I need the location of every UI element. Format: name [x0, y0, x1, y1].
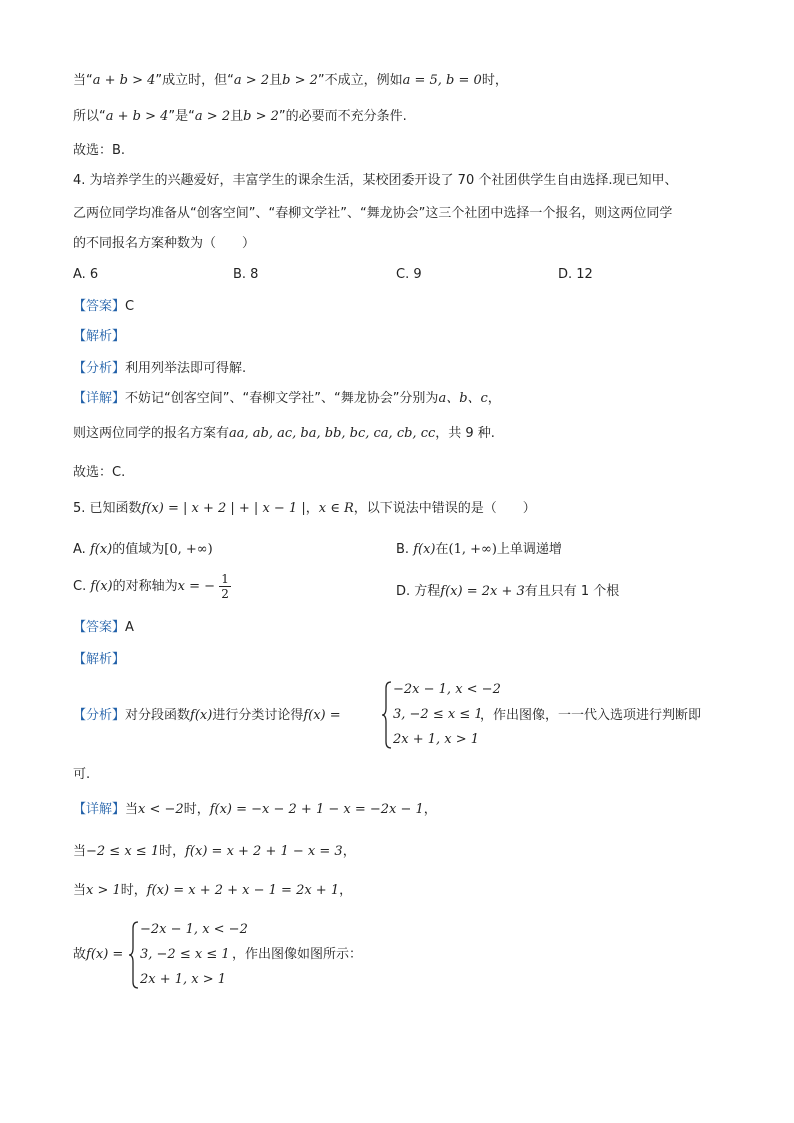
- text-line: 所以“a + b > 4”是“a > 2且b > 2”的必要而不充分条件.: [73, 109, 407, 124]
- question-5-line: 5. 已知函数f(x) = | x + 2 | + | x − 1 |，x ∈ R，以下说法中错误的是（ ）: [73, 501, 536, 516]
- question-4-line: 的不同报名方案种数为（ ）: [73, 236, 256, 251]
- option-c: C. 9: [396, 267, 422, 282]
- detail-line: 当x > 1时，f(x) = x + 2 + x − 1 = 2x + 1，: [73, 883, 353, 898]
- brace-icon: [128, 920, 140, 990]
- answer-line: 【答案】C: [73, 299, 135, 314]
- detail-line: 【详解】当x < −2时，f(x) = −x − 2 + 1 − x = −2x − 1，: [73, 802, 437, 817]
- analysis-line: 【分析】对分段函数f(x)进行分类讨论得f(x) =: [73, 708, 341, 723]
- answer-choice: 故选：C.: [73, 465, 126, 480]
- question-4-line: 4. 为培养学生的兴趣爱好，丰富学生的课余生活，某校团委开设了 70 个社团供学生自由选择.现已知甲、: [73, 173, 678, 188]
- answer-choice: 故选：B.: [73, 143, 126, 158]
- text-line: 当“a + b > 4”成立时，但“a > 2且b > 2”不成立，例如a = 5, b = 0时，: [73, 73, 508, 88]
- detail-line: 故f(x) =: [73, 947, 124, 962]
- detail-line: 【详解】不妨记“创客空间”、“春柳文学社”、“舞龙协会”分别为a、b、c，: [73, 391, 501, 406]
- answer-line: 【答案】A: [73, 620, 134, 635]
- detail-line: ，作出图像如图所示：: [232, 947, 363, 962]
- piecewise-cases: −2x − 1, x < −2 3, −2 ≤ x ≤ 1 2x + 1, x > 1: [140, 922, 248, 987]
- brace-icon: [381, 680, 393, 750]
- option-b: B. f(x)在(1, +∞)上单调递增: [396, 542, 562, 557]
- option-c: C. f(x)的对称轴为x = − $\frac{1}{2}$: [73, 572, 229, 601]
- option-d: D. 方程f(x) = 2x + 3有且只有 1 个根: [396, 584, 620, 599]
- option-a: A. f(x)的值域为[0, +∞): [73, 542, 213, 557]
- answer-tag: 【答案】: [73, 299, 126, 314]
- option-b: B. 8: [233, 267, 259, 282]
- detail-line: 则这两位同学的报名方案有aa, ab, ac, ba, bb, bc, ca, cb, cc，共 9 种.: [73, 426, 495, 441]
- piecewise-cases: −2x − 1, x < −2 3, −2 ≤ x ≤ 1 2x + 1, x > 1: [393, 682, 501, 747]
- analysis-line: ，作出图像，一一代入选项进行判断即: [480, 708, 702, 723]
- analysis-line: 可.: [73, 767, 91, 782]
- analysis-line: 【分析】利用列举法即可得解.: [73, 361, 247, 376]
- question-4-line: 乙两位同学均准备从“创客空间”、“春柳文学社”、“舞龙协会”这三个社团中选择一个报名，则这两位同学: [73, 206, 673, 221]
- analysis-tag: 【解析】: [73, 329, 126, 344]
- analysis-tag: 【解析】: [73, 652, 126, 667]
- fraction: $\frac{1}{2}$: [221, 572, 229, 601]
- option-d: D. 12: [558, 267, 593, 282]
- detail-line: 当−2 ≤ x ≤ 1时，f(x) = x + 2 + 1 − x = 3，: [73, 844, 356, 859]
- option-a: A. 6: [73, 267, 99, 282]
